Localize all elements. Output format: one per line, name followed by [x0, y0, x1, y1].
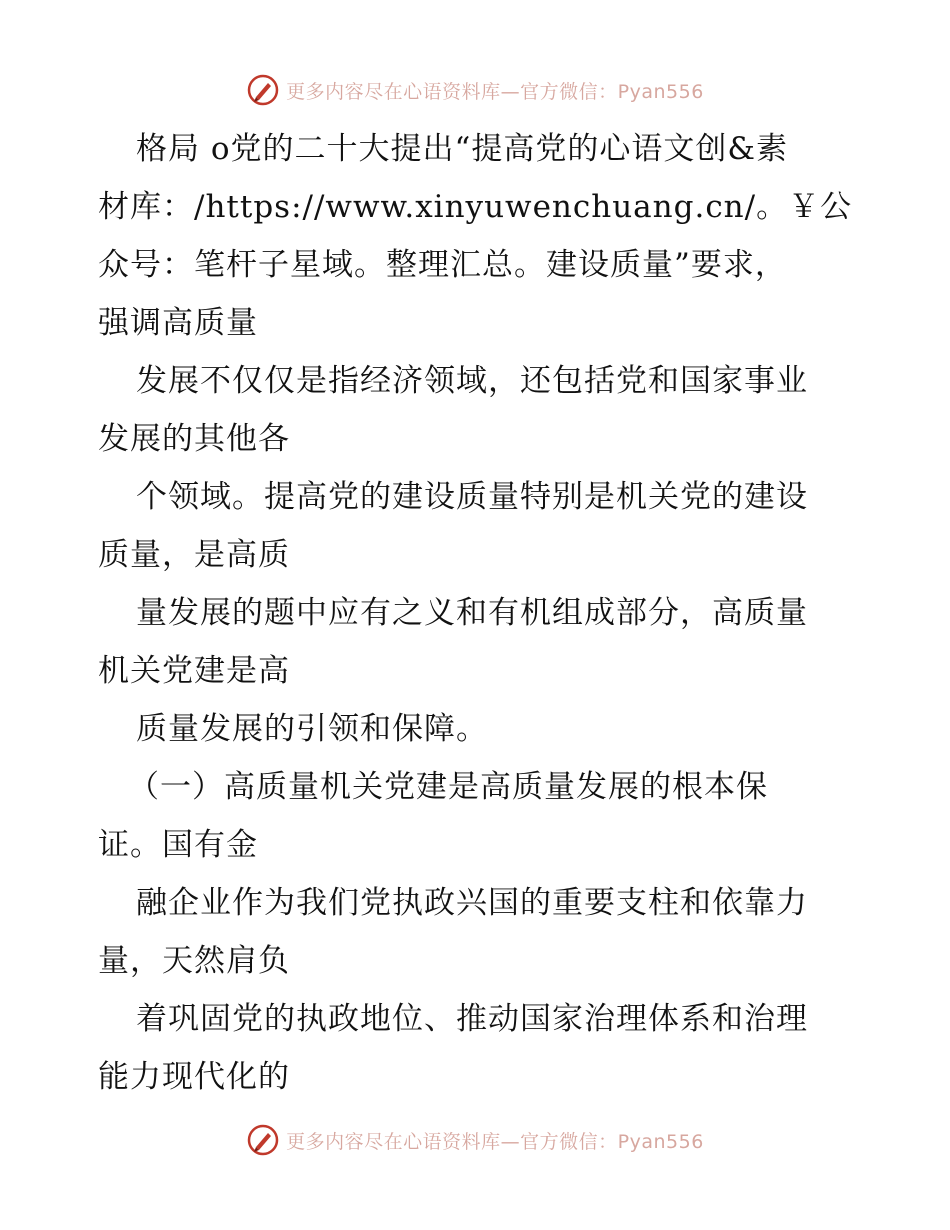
body-line-7: 个领域。提高党的建设质量特别是机关党的建设 [136, 479, 808, 515]
body-line-6: 发展的其他各 [98, 421, 290, 457]
body-line-13: 证。国有金 [98, 827, 258, 863]
body-line-17: 能力现代化的 [98, 1059, 290, 1095]
pen-logo-icon [246, 1123, 280, 1157]
body-line-11: 质量发展的引领和保障。 [136, 711, 488, 747]
body-line-1: 格局 o党的二十大提出“提高党的心语文创&素 [136, 131, 788, 167]
document-body [98, 120, 858, 1106]
footer-banner-text: 更多内容尽在心语资料库—官方微信：Pyan556 [286, 1130, 704, 1153]
footer-banner [0, 1120, 950, 1160]
body-line-3: 众号：笔杆子星域。整理汇总。建设质量”要求， [98, 247, 787, 283]
pen-logo-icon [246, 73, 280, 107]
header-banner [0, 70, 950, 110]
body-line-12: （一）高质量机关党建是高质量发展的根本保 [128, 769, 768, 805]
body-line-10: 机关党建是高 [98, 653, 290, 689]
body-line-2: 材库：/https://www.xinyuwenchuang.cn/。￥公 [98, 189, 853, 225]
header-banner-text: 更多内容尽在心语资料库—官方微信：Pyan556 [286, 80, 704, 103]
body-line-4: 强调高质量 [98, 305, 258, 341]
body-line-8: 质量，是高质 [98, 537, 290, 573]
body-line-5: 发展不仅仅是指经济领域，还包括党和国家事业 [136, 363, 808, 399]
body-line-9: 量发展的题中应有之义和有机组成部分，高质量 [136, 595, 808, 631]
body-line-14: 融企业作为我们党执政兴国的重要支柱和依靠力 [136, 885, 808, 921]
body-line-16: 着巩固党的执政地位、推动国家治理体系和治理 [136, 1001, 808, 1037]
body-line-15: 量，天然肩负 [98, 943, 290, 979]
